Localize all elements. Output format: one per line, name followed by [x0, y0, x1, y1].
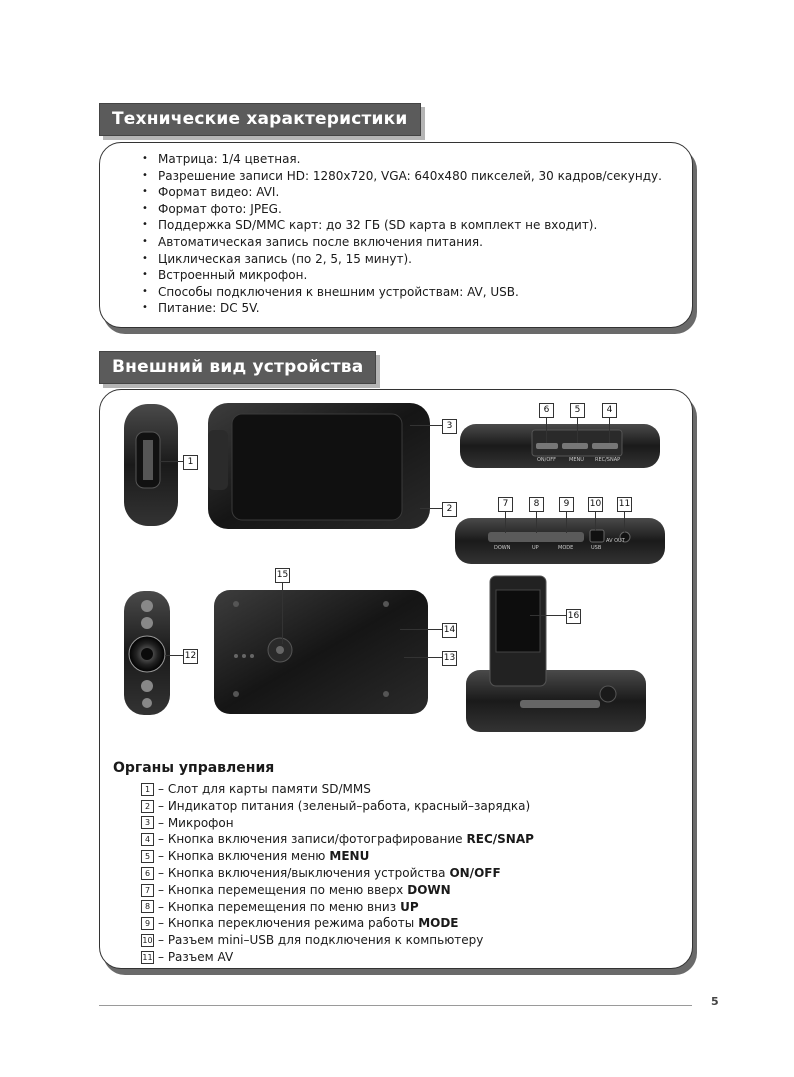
leader-line [546, 417, 547, 443]
callout-9: 9 [559, 497, 574, 512]
control-text: – Кнопка перемещения по меню вверх [158, 882, 404, 897]
leader-line [404, 657, 442, 658]
device-back-view [214, 590, 428, 714]
callout-11: 11 [617, 497, 632, 512]
device-top-view [460, 424, 660, 468]
spec-item: • Матрица: 1/4 цветная. [140, 151, 662, 168]
callout-14: 14 [442, 623, 457, 638]
control-number: 3 [141, 816, 154, 829]
leader-line [160, 461, 183, 462]
spec-item: • Формат видео: AVI. [140, 184, 662, 201]
control-keyword: MODE [418, 916, 459, 931]
control-keyword: ON/OFF [449, 865, 501, 880]
control-item [141, 949, 534, 966]
control-item [141, 865, 534, 882]
device-open-screen-view [466, 576, 646, 732]
leader-line [530, 615, 566, 616]
control-text: – Кнопка перемещения по меню вниз [158, 899, 397, 914]
leader-line [566, 511, 567, 533]
page-number: 5 [711, 995, 719, 1008]
control-number: 6 [141, 867, 154, 880]
spec-item: • Формат фото: JPEG. [140, 201, 662, 218]
device-lens-side-view [124, 591, 170, 715]
spec-item: • Питание: DC 5V. [140, 300, 662, 317]
control-number: 2 [141, 800, 154, 813]
control-text: – Микрофон [158, 815, 234, 830]
control-item [141, 798, 534, 815]
side-button-label-avout: AV OUT [606, 538, 625, 544]
callout-2: 2 [442, 502, 457, 517]
top-button-label-recsnap: REC/SNAP [595, 457, 621, 463]
callout-13: 13 [442, 651, 457, 666]
control-item [141, 899, 534, 916]
callout-3: 3 [442, 419, 457, 434]
callout-8: 8 [529, 497, 544, 512]
device-left-side-view [124, 404, 178, 526]
control-number: 11 [142, 952, 153, 962]
control-text: – Кнопка переключения режима работы [158, 916, 415, 931]
callout-12: 12 [183, 649, 198, 664]
leader-line [536, 511, 537, 533]
leader-line [609, 417, 610, 443]
control-number: 4 [141, 833, 154, 846]
callout-16: 16 [566, 609, 581, 624]
device-view-section-title: Внешний вид устройства [99, 351, 376, 384]
side-button-label-usb: USB [591, 545, 602, 551]
control-number: 9 [141, 917, 154, 930]
control-item [141, 781, 534, 798]
control-keyword: DOWN [407, 882, 451, 897]
leader-line [577, 417, 578, 443]
callout-10: 10 [588, 497, 603, 512]
control-keyword: REC/SNAP [466, 832, 534, 847]
callout-1: 1 [183, 455, 198, 470]
callout-4: 4 [602, 403, 617, 418]
device-front-view [208, 403, 430, 529]
control-number: 10 [142, 936, 153, 946]
control-text: – Разъем AV [158, 949, 234, 964]
control-keyword: MENU [329, 849, 370, 864]
control-text: – Кнопка включения меню [158, 849, 326, 864]
controls-list [141, 781, 534, 966]
side-button-label-down: DOWN [494, 545, 511, 551]
control-item [141, 915, 534, 932]
leader-line [624, 511, 625, 533]
spec-item: • Поддержка SD/MMC карт: до 32 ГБ (SD карта в комплект не входит). [140, 217, 662, 234]
control-text: – Кнопка включения записи/фотографирование [158, 832, 463, 847]
controls-title: Органы управления [113, 760, 275, 776]
leader-line [420, 508, 442, 509]
side-button-label-up: UP [532, 545, 539, 551]
callout-7: 7 [498, 497, 513, 512]
specs-section-title: Технические характеристики [99, 103, 421, 136]
spec-item: • Способы подключения к внешним устройствам: AV, USB. [140, 284, 662, 301]
spec-item: • Разрешение записи HD: 1280х720, VGA: 640х480 пикселей, 30 кадров/секунду. [140, 168, 662, 185]
footer-divider [99, 1005, 692, 1006]
device-side-buttons-view [455, 518, 665, 564]
control-item [141, 932, 534, 949]
control-number: 1 [141, 783, 154, 796]
spec-item: • Автоматическая запись после включения питания. [140, 234, 662, 251]
top-button-label-menu: MENU [569, 457, 584, 463]
top-button-label-onoff: ON/OFF [537, 457, 557, 463]
side-button-label-mode: MODE [558, 545, 574, 551]
control-text: – Индикатор питания (зеленый–работа, красный–зарядка) [158, 798, 531, 813]
spec-item: • Встроенный микрофон. [140, 267, 662, 284]
callout-5: 5 [570, 403, 585, 418]
leader-line [400, 629, 442, 630]
leader-line [505, 511, 506, 533]
leader-line [595, 511, 596, 531]
callout-6: 6 [539, 403, 554, 418]
control-item [141, 882, 534, 899]
control-item [141, 815, 534, 832]
control-text: – Слот для карты памяти SD/MMS [158, 782, 371, 796]
control-text: – Разъем mini–USB для подключения к компьютеру [158, 933, 484, 948]
control-number: 7 [141, 884, 154, 897]
control-keyword: UP [400, 899, 419, 914]
leader-line [165, 655, 183, 656]
control-text: – Кнопка включения/выключения устройства [158, 865, 446, 880]
callout-15: 15 [275, 568, 290, 583]
leader-line [410, 425, 442, 426]
control-item [141, 831, 534, 848]
control-item [141, 848, 534, 865]
spec-item: • Циклическая запись (по 2, 5, 15 минут). [140, 251, 662, 268]
control-number: 8 [141, 900, 154, 913]
control-number: 5 [141, 850, 154, 863]
leader-line [282, 582, 283, 644]
